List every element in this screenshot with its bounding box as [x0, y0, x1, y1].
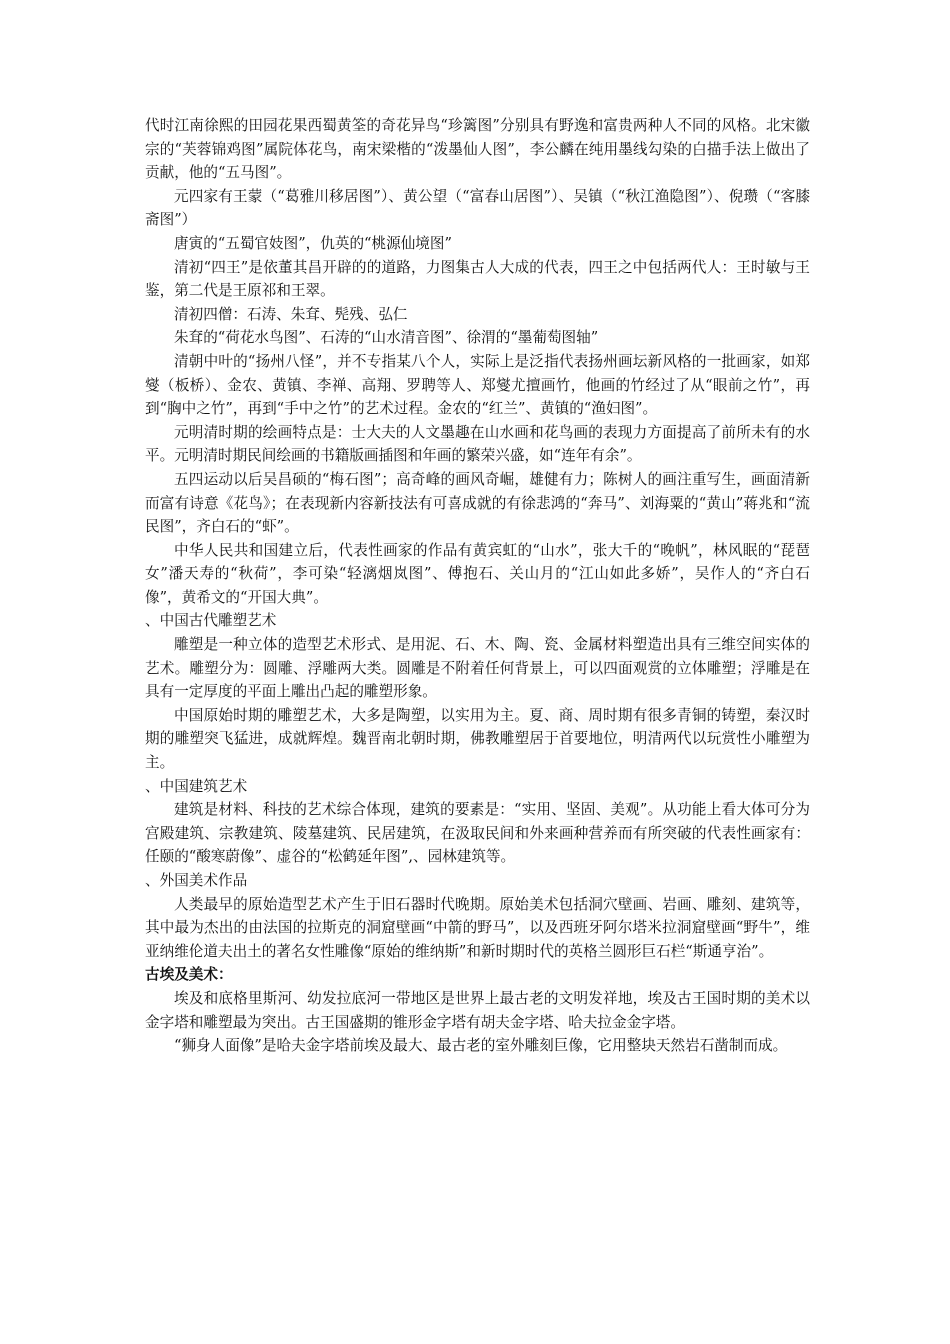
paragraph-17: 人类最早的原始造型艺术产生于旧石器时代晚期。原始美术包括洞穴壁画、岩画、雕刻、建筑等，其中最为杰出的由法国的拉斯克的洞窟壁画“中箭的野马”，以及西班牙阿尔塔米拉洞窟壁画“野牛”，维亚纳维伦道夫出土的著名女性雕像“原始的维纳斯”和新时期时代的英格兰圆形巨石栏“斯通亨治”。: [145, 895, 810, 960]
subheading-ancient-egypt: 古埃及美术：: [145, 966, 233, 984]
paragraph-6: 朱耷的“荷花水鸟图”、石涛的“山水清音图”、徐渭的“墨葡萄图轴”: [174, 329, 599, 347]
paragraph-9: 五四运动以后吴昌硕的“梅石图”；高奇峰的画风奇崛，雄健有力；陈树人的画注重写生，画面清新而富有诗意《花鸟》；在表现新内容新技法有可喜成就的有徐悲鸿的“奔马”、刘海粟的“黄山”蒋兆和“流民图”，齐白石的“虾”。: [145, 470, 810, 536]
paragraph-3: 唐寅的“五蜀官妓图”，仇英的“桃源仙境图”: [174, 234, 452, 252]
paragraph-19: 埃及和底格里斯河、幼发拉底河一带地区是世界上最古老的文明发祥地，埃及古王国时期的美术以金字塔和雕塑最为突出。古王国盛期的锥形金字塔有胡夫金字塔、哈夫拉金金字塔。: [145, 989, 810, 1031]
paragraph-13: 中国原始时期的雕塑艺术，大多是陶塑，以实用为主。夏、商、周时期有很多青铜的铸塑，秦汉时期的雕塑突飞猛进，成就辉煌。魏晋南北朝时期，佛教雕塑居于首要地位，明清两代以玩赏性小雕塑为主。: [145, 706, 810, 772]
paragraph-12: 雕塑是一种立体的造型艺术形式、是用泥、石、木、陶、瓷、金属材料塑造出具有三维空间实体的艺术。雕塑分为：圆雕、浮雕两大类。圆雕是不附着任何背景上，可以四面观赏的立体雕塑；浮雕是在具有一定厚度的平面上雕出凸起的雕塑形象。: [145, 636, 810, 701]
paragraph-7: 清朝中叶的“扬州八怪”，并不专指某八个人，实际上是泛指代表扬州画坛新风格的一批画家，如郑燮（板桥）、金农、黄镇、李禅、高翔、罗聘等人、郑燮尤擅画竹，他画的竹经过了从“眼前之竹”，再到“胸中之竹”，再到“手中之竹”的艺术过程。金农的“红兰”、黄镇的“渔妇图”。: [145, 352, 810, 418]
paragraph-2: 元四家有王蒙（“葛雅川移居图”）、黄公望（“富春山居图”）、吴镇（“秋江渔隐图”）、倪瓒（“客膝斋图”）: [145, 187, 810, 229]
paragraph-1: 代时江南徐熙的田园花果西蜀黄筌的奇花异鸟“珍篱图”分别具有野逸和富贵两种人不同的风格。北宋徽宗的“芙蓉锦鸡图”属院体花鸟，南宋梁楷的“泼墨仙人图”，李公麟在纯用墨线勾染的白描手法上做出了贡献，他的“五马图”。: [145, 117, 810, 182]
paragraph-8: 元明清时期的绘画特点是：士大夫的人文墨趣在山水画和花鸟画的表现力方面提高了前所未有的水平。元明清时期民间绘画的书籍版画插图和年画的繁荣兴盛，如“连年有余”。: [145, 423, 810, 465]
paragraph-5: 清初四僧：石涛、朱耷、髡残、弘仁: [174, 305, 408, 323]
paragraph-10: 中华人民共和国建立后，代表性画家的作品有黄宾虹的“山水”，张大千的“晚帆”，林风眠的“琵琶女”潘天寿的“秋荷”，李可染“轻漓烟岚图”、傅抱石、关山月的“江山如此多娇”，吴作人的“齐白石像”，黄希文的“开国大典”。: [145, 541, 810, 606]
section-heading-foreign-art: 、外国美术作品: [145, 872, 248, 889]
paragraph-20: “狮身人面像”是哈夫金字塔前埃及最大、最古老的室外雕刻巨像，它用整块天然岩石凿制而成。: [174, 1037, 788, 1055]
section-heading-architecture: 、中国建筑艺术: [145, 777, 248, 795]
paragraph-4: 清初“四王”是依董其昌开辟的的道路，力图集古人大成的代表，四王之中包括两代人：王时敏与王鉴，第二代是王原祁和王翠。: [145, 258, 810, 300]
section-heading-sculpture: 、中国古代雕塑艺术: [145, 612, 277, 630]
document-page: [145, 114, 810, 1058]
paragraph-15: 建筑是材料、科技的艺术综合体现，建筑的要素是：“实用、坚固、美观”。从功能上看大体可分为宫殿建筑、宗教建筑、陵墓建筑、民居建筑，在汲取民间和外来画种营养而有所突破的代表性画家有：任颐的“酸寒蔚像”、虚谷的“松鹤延年图”,、园林建筑等。: [145, 801, 810, 866]
